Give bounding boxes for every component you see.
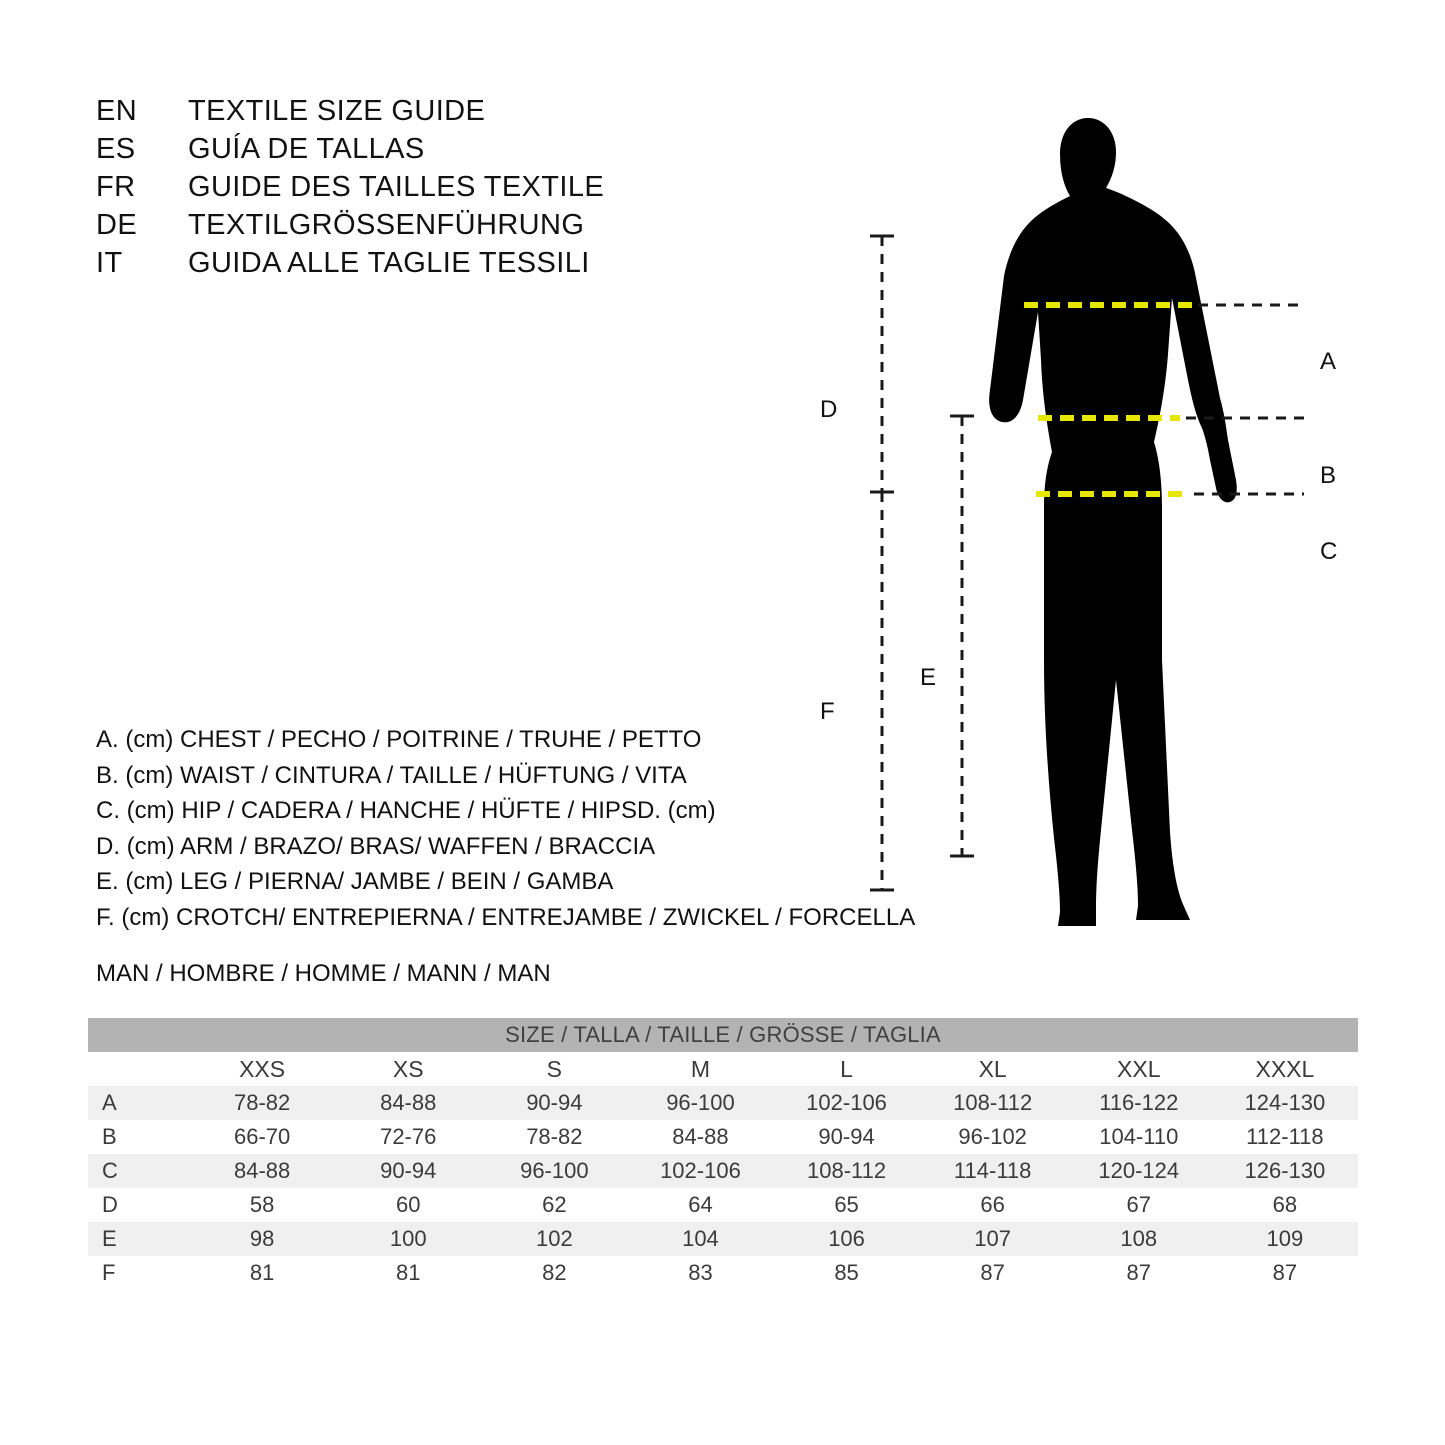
cell-e-xxxl: 109 [1212, 1222, 1358, 1256]
legend-item-b: B. (cm) WAIST / CINTURA / TAILLE / HÜFTUNG / VITA [96, 761, 687, 789]
title-lang-de: DE [96, 209, 138, 241]
cell-a-xxxl: 124-130 [1212, 1086, 1358, 1120]
cell-a-xxl: 116-122 [1066, 1086, 1212, 1120]
row-key-e: E [88, 1222, 189, 1256]
title-text-it: GUIDA ALLE TAGLIE TESSILI [188, 247, 590, 279]
table-row [88, 1222, 1358, 1256]
size-header-l: L [774, 1052, 920, 1086]
table-row [88, 1256, 1358, 1290]
cell-d-l: 65 [774, 1188, 920, 1222]
title-lang-en: EN [96, 95, 138, 127]
title-row-fr [96, 168, 716, 206]
cell-f-xl: 87 [920, 1256, 1066, 1290]
title-lang-fr: FR [96, 171, 136, 203]
table-row [88, 1154, 1358, 1188]
cell-a-m: 96-100 [627, 1086, 773, 1120]
cell-c-s: 96-100 [481, 1154, 627, 1188]
legend-item-d: D. (cm) ARM / BRAZO/ BRAS/ WAFFEN / BRACCIA [96, 832, 656, 860]
cell-c-xxxl: 126-130 [1212, 1154, 1358, 1188]
figure-label-e: E [920, 664, 937, 691]
header-corner [88, 1052, 189, 1086]
figure-label-d: D [820, 396, 838, 423]
title-row-de [96, 206, 716, 244]
title-lang-es: ES [96, 133, 136, 165]
cell-b-xxl: 104-110 [1066, 1120, 1212, 1154]
title-text-de: TEXTILGRÖSSENFÜHRUNG [188, 209, 585, 241]
legend-item-a: A. (cm) CHEST / PECHO / POITRINE / TRUHE / PETTO [96, 726, 702, 753]
cell-c-xs: 90-94 [335, 1154, 481, 1188]
table-band-label: SIZE / TALLA / TAILLE / GRÖSSE / TAGLIA [88, 1018, 1358, 1052]
cell-a-xs: 84-88 [335, 1086, 481, 1120]
row-key-b: B [88, 1120, 189, 1154]
size-table [88, 1018, 1358, 1290]
cell-e-l: 106 [774, 1222, 920, 1256]
cell-c-l: 108-112 [774, 1154, 920, 1188]
row-key-c: C [88, 1154, 189, 1188]
cell-b-xxs: 66-70 [189, 1120, 335, 1154]
cell-d-xxl: 67 [1066, 1188, 1212, 1222]
cell-d-xxs: 58 [189, 1188, 335, 1222]
size-header-xl: XL [920, 1052, 1066, 1086]
cell-d-xl: 66 [920, 1188, 1066, 1222]
legend-item-c: C. (cm) HIP / CADERA / HANCHE / HÜFTE / HIPSD. (cm) [96, 797, 716, 824]
cell-d-xs: 60 [335, 1188, 481, 1222]
cell-a-xxs: 78-82 [189, 1086, 335, 1120]
title-row-it [96, 244, 716, 282]
title-text-en: TEXTILE SIZE GUIDE [188, 95, 486, 127]
cell-f-xxl: 87 [1066, 1256, 1212, 1290]
cell-f-m: 83 [627, 1256, 773, 1290]
body-diagram [820, 60, 1400, 960]
title-row-es [96, 130, 716, 168]
cell-a-s: 90-94 [481, 1086, 627, 1120]
cell-c-xxs: 84-88 [189, 1154, 335, 1188]
cell-b-s: 78-82 [481, 1120, 627, 1154]
size-table-wrap [88, 1018, 1358, 1290]
size-header-xxl: XXL [1066, 1052, 1212, 1086]
size-header-xxxl: XXXL [1212, 1052, 1358, 1086]
row-key-f: F [88, 1256, 189, 1290]
title-block [96, 92, 716, 282]
cell-e-xxl: 108 [1066, 1222, 1212, 1256]
measurement-legend [96, 722, 916, 935]
size-header-xs: XS [335, 1052, 481, 1086]
cell-c-m: 102-106 [627, 1154, 773, 1188]
title-text-es: GUÍA DE TALLAS [188, 133, 425, 165]
row-key-a: A [88, 1086, 189, 1120]
cell-d-m: 64 [627, 1188, 773, 1222]
cell-c-xl: 114-118 [920, 1154, 1066, 1188]
cell-f-s: 82 [481, 1256, 627, 1290]
title-row-en [96, 92, 716, 130]
cell-e-xxs: 98 [189, 1222, 335, 1256]
cell-b-xl: 96-102 [920, 1120, 1066, 1154]
cell-a-l: 102-106 [774, 1086, 920, 1120]
table-row [88, 1188, 1358, 1222]
table-header-row [88, 1052, 1358, 1086]
legend-item-f: F. (cm) CROTCH/ ENTREPIERNA / ENTREJAMBE / ZWICKEL / FORCELLA [96, 903, 916, 931]
cell-a-xl: 108-112 [920, 1086, 1066, 1120]
cell-f-xxxl: 87 [1212, 1256, 1358, 1290]
cell-d-xxxl: 68 [1212, 1188, 1358, 1222]
cell-f-xxs: 81 [189, 1256, 335, 1290]
figure-label-f: F [820, 698, 835, 725]
man-silhouette-icon [989, 118, 1237, 926]
cell-e-xs: 100 [335, 1222, 481, 1256]
title-lang-it: IT [96, 247, 123, 279]
cell-e-s: 102 [481, 1222, 627, 1256]
figure-label-a: A [1320, 348, 1337, 375]
legend-item-e: E. (cm) LEG / PIERNA/ JAMBE / BEIN / GAMBA [96, 868, 614, 895]
size-header-s: S [481, 1052, 627, 1086]
cell-b-m: 84-88 [627, 1120, 773, 1154]
cell-f-xs: 81 [335, 1256, 481, 1290]
table-band-row [88, 1018, 1358, 1052]
row-key-d: D [88, 1188, 189, 1222]
size-header-xxs: XXS [189, 1052, 335, 1086]
figure-label-b: B [1320, 462, 1337, 489]
cell-b-l: 90-94 [774, 1120, 920, 1154]
cell-c-xxl: 120-124 [1066, 1154, 1212, 1188]
cell-e-m: 104 [627, 1222, 773, 1256]
cell-f-l: 85 [774, 1256, 920, 1290]
cell-d-s: 62 [481, 1188, 627, 1222]
title-text-fr: GUIDE DES TAILLES TEXTILE [188, 171, 605, 203]
gender-label: MAN / HOMBRE / HOMME / MANN / MAN [96, 960, 551, 987]
cell-b-xs: 72-76 [335, 1120, 481, 1154]
cell-b-xxxl: 112-118 [1212, 1120, 1358, 1154]
figure-label-c: C [1320, 538, 1338, 565]
table-row [88, 1120, 1358, 1154]
table-row [88, 1086, 1358, 1120]
size-header-m: M [627, 1052, 773, 1086]
cell-e-xl: 107 [920, 1222, 1066, 1256]
silhouette-svg [820, 60, 1400, 960]
